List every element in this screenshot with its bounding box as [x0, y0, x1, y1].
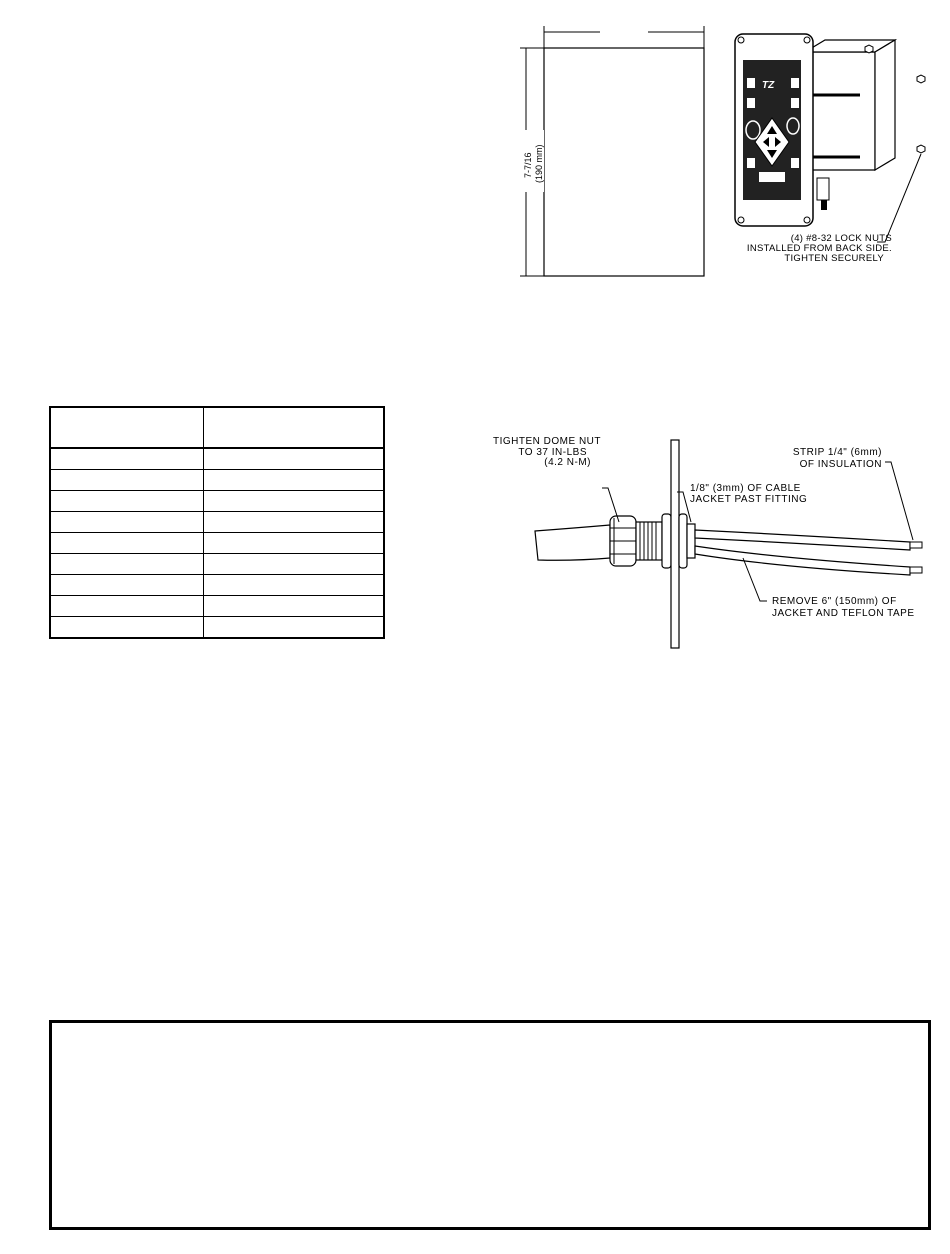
table-cell: [204, 617, 385, 639]
strip-note: [770, 447, 882, 470]
panel-logo: TZ: [762, 80, 775, 91]
table-cell: [50, 470, 204, 491]
panel-button-icon: [791, 98, 799, 108]
strip-note-line: STRIP 1/4" (6mm): [792, 447, 882, 458]
cutout-outline: [544, 48, 704, 276]
dome-nut-note-line: (4.2 N-M): [544, 457, 591, 468]
table-cell: [204, 470, 385, 491]
panel-wall: [671, 440, 679, 648]
table-row: [50, 596, 384, 617]
wire: [695, 530, 910, 550]
table-header-cell: [50, 407, 204, 448]
jacket-note: [690, 484, 807, 505]
panel-knob-icon: [787, 118, 799, 134]
table-row: [50, 554, 384, 575]
table-row: [50, 533, 384, 554]
table-row: [50, 512, 384, 533]
table-cell: [50, 448, 204, 470]
wiring-table: [49, 406, 385, 639]
lock-nut-note-line: INSTALLED FROM BACK SIDE.: [746, 243, 892, 254]
table-row: [50, 470, 384, 491]
table-row: [50, 448, 384, 470]
wire: [695, 546, 910, 575]
table-cell: [50, 533, 204, 554]
table-cell: [204, 533, 385, 554]
panel-knob-icon: [746, 121, 760, 139]
table-row: [50, 491, 384, 512]
height-dimension: 7-7/16: [523, 152, 533, 178]
table-cell: [204, 554, 385, 575]
table-header-cell: [204, 407, 385, 448]
panel-button-icon: [747, 78, 755, 88]
table-cell: [50, 491, 204, 512]
table-cell: [50, 617, 204, 639]
table-cell: [50, 596, 204, 617]
dome-nut-note-line: TIGHTEN DOME NUT: [493, 436, 601, 447]
table-cell: [50, 554, 204, 575]
panel-button-icon: [747, 158, 755, 168]
height-dimension-mm: (190 mm): [534, 144, 544, 183]
table-row: [50, 575, 384, 596]
dome-nut-note: [490, 437, 601, 469]
remove-jacket-note: [772, 596, 915, 619]
table-row: [50, 617, 384, 639]
cable-jacket: [535, 525, 610, 560]
lock-nut-note-line: (4) #8-32 LOCK NUTS: [790, 233, 892, 244]
jacket-note-line: JACKET PAST FITTING: [690, 493, 808, 505]
remove-jacket-note-line: REMOVE 6" (150mm) OF: [772, 596, 897, 607]
lock-nut-icon: [917, 75, 925, 83]
table-header-row: [50, 407, 384, 448]
table-cell: [204, 575, 385, 596]
table-cell: [50, 575, 204, 596]
panel-button-icon: [791, 78, 799, 88]
lock-nut-note-line: TIGHTEN SECURELY: [784, 253, 884, 264]
table-cell: [204, 448, 385, 470]
lock-nut-icon: [865, 45, 873, 53]
table-cell: [204, 491, 385, 512]
lock-nut-icon: [917, 145, 925, 153]
panel-cutout-drawing: [500, 20, 715, 285]
panel-button-icon: [791, 158, 799, 168]
notice-box: [49, 1020, 931, 1230]
dome-nut-note-line: TO 37 IN-LBS: [518, 446, 587, 458]
table-cell: [204, 512, 385, 533]
lock-nut-note: [722, 234, 892, 264]
panel-button-icon: [747, 98, 755, 108]
jacket-note-line: 1/8" (3mm) OF CABLE: [690, 483, 801, 494]
table-cell: [204, 596, 385, 617]
strip-note-line: OF INSULATION: [799, 458, 882, 470]
remove-jacket-note-line: JACKET AND TEFLON TAPE: [772, 607, 915, 619]
table-cell: [50, 512, 204, 533]
